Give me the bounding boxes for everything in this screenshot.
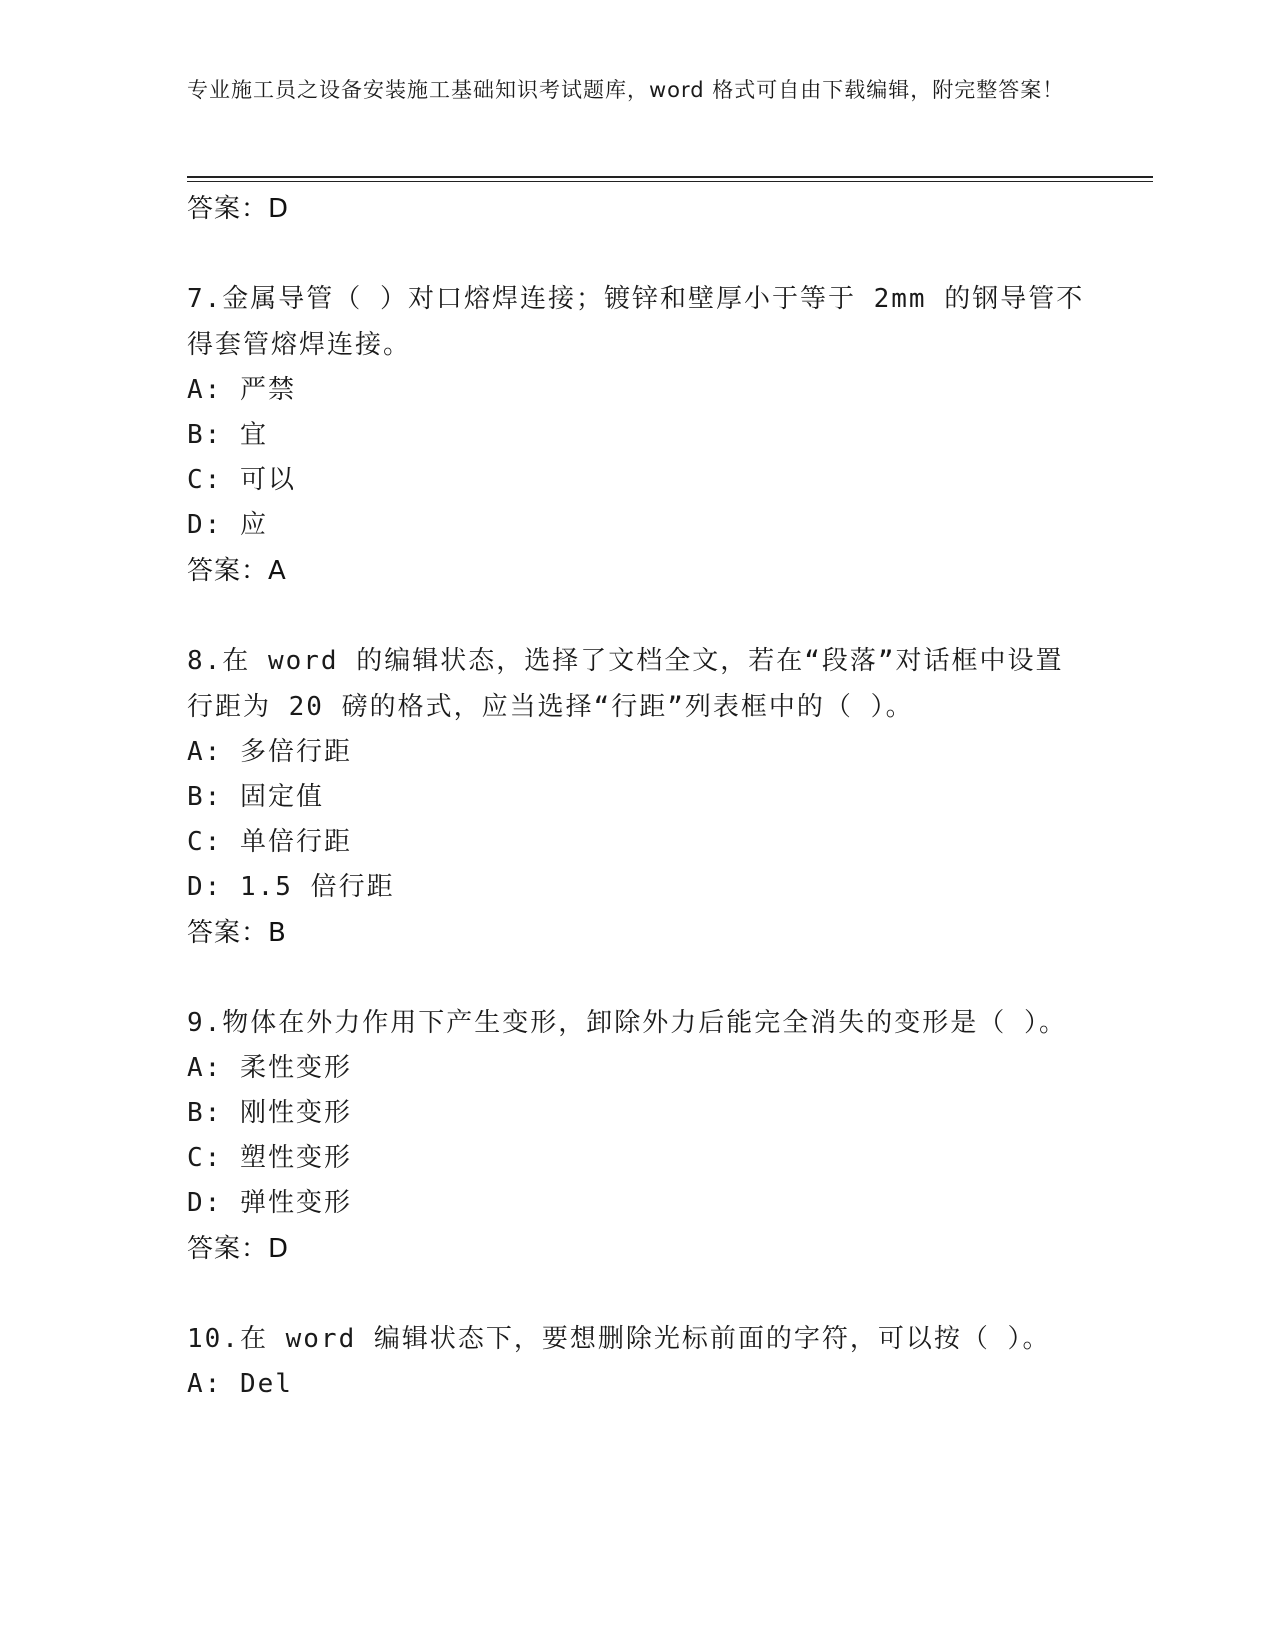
question-10 xyxy=(187,1316,1087,1407)
question-9 xyxy=(187,1000,1087,1272)
option-c: C: 塑性变形 xyxy=(187,1143,352,1173)
header-rule-thin xyxy=(187,181,1153,182)
question-text: 8.在 word 的编辑状态，选择了文档全文，若在“段落”对话框中设置行距为 20 磅的格式，应当选择“行距”列表框中的（ ）。 xyxy=(187,646,1064,722)
option-d: D: 应 xyxy=(187,510,268,540)
option-d: D: 1.5 倍行距 xyxy=(187,872,395,902)
option-c: C: 可以 xyxy=(187,465,296,495)
answer-line: 答案：B xyxy=(187,918,287,948)
answer-line: 答案：D xyxy=(187,1234,290,1264)
question-7 xyxy=(187,276,1087,594)
option-b: B: 宜 xyxy=(187,420,268,450)
option-a: A: Del xyxy=(187,1369,293,1399)
option-c: C: 单倍行距 xyxy=(187,827,352,857)
option-d: D: 弹性变形 xyxy=(187,1188,352,1218)
option-a: A: 柔性变形 xyxy=(187,1053,352,1083)
question-text: 10.在 word 编辑状态下，要想删除光标前面的字符，可以按（ ）。 xyxy=(187,1324,1051,1354)
option-a: A: 多倍行距 xyxy=(187,737,352,767)
question-text: 7.金属导管（ ）对口熔焊连接；镀锌和壁厚小于等于 2mm 的钢导管不得套管熔焊连接。 xyxy=(187,284,1085,360)
option-a: A: 严禁 xyxy=(187,375,296,405)
answer-line: 答案：D xyxy=(187,194,290,224)
option-b: B: 刚性变形 xyxy=(187,1098,352,1128)
question-8 xyxy=(187,638,1087,956)
option-b: B: 固定值 xyxy=(187,782,324,812)
answer-line: 答案：A xyxy=(187,556,287,586)
header-rule-thick xyxy=(187,176,1153,178)
question-text: 9.物体在外力作用下产生变形，卸除外力后能完全消失的变形是（ ）。 xyxy=(187,1008,1067,1038)
question-list xyxy=(187,186,1087,1407)
document-header: 专业施工员之设备安装施工基础知识考试题库，word 格式可自由下载编辑，附完整答案！ xyxy=(187,78,1065,102)
